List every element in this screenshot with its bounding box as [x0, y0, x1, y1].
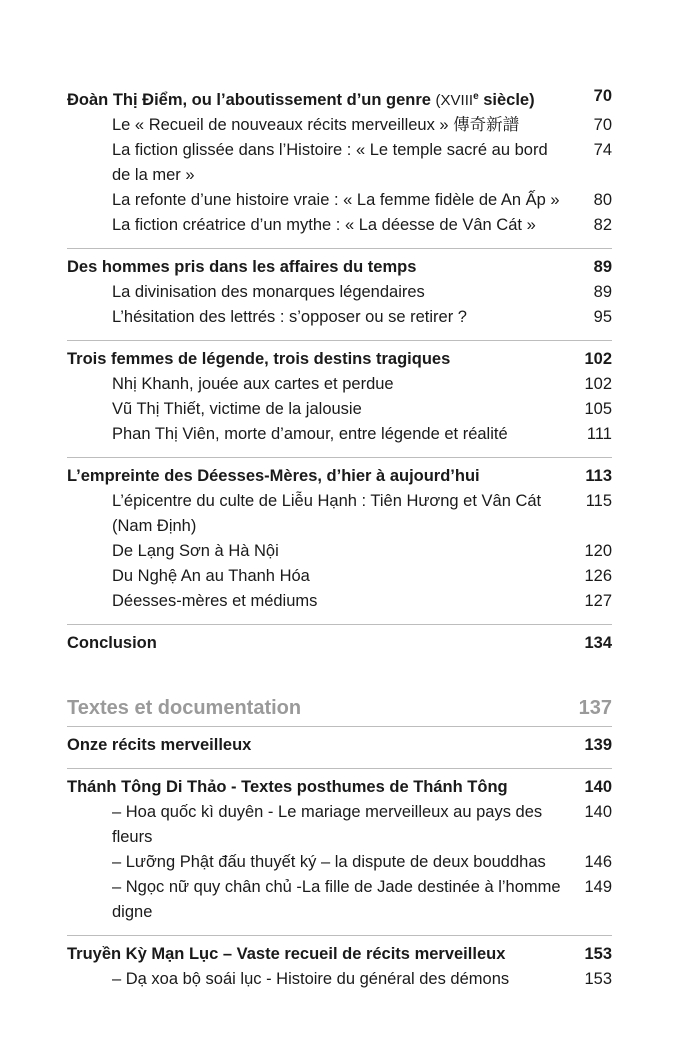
toc-entry[interactable] — [67, 564, 612, 589]
entry-page-number: 146 — [584, 853, 612, 871]
toc-part-heading[interactable] — [67, 694, 612, 727]
toc-entry[interactable] — [67, 188, 612, 213]
toc-entry[interactable] — [67, 280, 612, 305]
chapter-title: Des hommes pris dans les affaires du temps — [67, 258, 417, 276]
chapter-page-number: 113 — [585, 467, 612, 485]
toc-section — [67, 768, 612, 925]
toc-section — [67, 624, 612, 656]
chapter-page-number: 140 — [584, 778, 612, 796]
chapter-page-number: 153 — [584, 945, 612, 963]
entry-page-number: 126 — [584, 567, 612, 585]
entry-page-number: 82 — [593, 216, 612, 234]
toc-entry[interactable] — [67, 539, 612, 564]
toc-entry[interactable] — [67, 305, 612, 330]
entry-title: – Lưỡng Phật đấu thuyết ký – la dispute de deux bouddhas — [112, 853, 546, 871]
entry-page-number: 120 — [584, 542, 612, 560]
entry-title: – Ngọc nữ quy chân chủ -La fille de Jade destinée à l’homme digne — [112, 878, 561, 921]
entry-title: L’épicentre du culte de Liễu Hạnh : Tiên Hương et Vân Cát (Nam Định) — [112, 492, 542, 535]
entry-page-number: 105 — [584, 400, 612, 418]
entry-title: La fiction créatrice d’un mythe : « La déesse de Vân Cát » — [112, 216, 536, 234]
part-title: Textes et documentation — [67, 697, 302, 719]
entry-title: Phan Thị Viên, morte d’amour, entre légende et réalité — [112, 425, 508, 443]
toc-entry[interactable] — [67, 397, 612, 422]
chapter-title: Trois femmes de légende, trois destins tragiques — [67, 350, 451, 368]
toc-section — [67, 340, 612, 447]
entry-page-number: 70 — [593, 116, 612, 134]
toc-section — [67, 457, 612, 614]
entry-page-number: 127 — [584, 592, 612, 610]
toc-entry[interactable] — [67, 489, 612, 539]
entry-page-number: 140 — [584, 803, 612, 821]
toc-section — [67, 84, 612, 238]
entry-page-number: 89 — [593, 283, 612, 301]
chapter-title: Conclusion — [67, 634, 157, 652]
entry-page-number: 95 — [593, 308, 612, 326]
chapter-page-number: 134 — [584, 634, 612, 652]
entry-page-number: 115 — [585, 492, 612, 510]
toc-entry[interactable] — [67, 422, 612, 447]
toc-entry[interactable] — [67, 850, 612, 875]
toc-entry[interactable] — [67, 113, 612, 138]
toc-entry[interactable] — [67, 372, 612, 397]
entry-title: Vũ Thị Thiết, victime de la jalousie — [112, 400, 362, 418]
toc-chapter-heading[interactable] — [67, 733, 612, 758]
toc-entry[interactable] — [67, 875, 612, 925]
toc-chapter-heading[interactable] — [67, 255, 612, 280]
entry-title: La refonte d’une histoire vraie : « La femme fidèle de An Ấp » — [112, 191, 560, 209]
toc-entry[interactable] — [67, 967, 612, 992]
entry-title: De Lạng Sơn à Hà Nội — [112, 542, 279, 560]
toc-section — [67, 248, 612, 330]
entry-page-number: 74 — [593, 141, 612, 159]
entry-page-number: 111 — [586, 425, 612, 443]
entry-title: Déesses-mères et médiums — [112, 592, 318, 610]
entry-title: L’hésitation des lettrés : s’opposer ou se retirer ? — [112, 308, 467, 326]
chapter-title: L’empreinte des Déesses-Mères, d’hier à aujourd’hui — [67, 467, 480, 485]
toc-chapter-heading[interactable] — [67, 84, 612, 113]
entry-title: Le « Recueil de nouveaux récits merveilleux » 傳奇新譜 — [112, 116, 520, 134]
toc-entry[interactable] — [67, 589, 612, 614]
chapter-page-number: 102 — [584, 350, 612, 368]
entry-page-number: 80 — [593, 191, 612, 209]
entry-title: La fiction glissée dans l’Histoire : « Le temple sacré au bord de la mer » — [112, 141, 548, 184]
toc-chapter-heading[interactable] — [67, 942, 612, 967]
toc-section — [67, 935, 612, 992]
toc-chapter-heading[interactable] — [67, 347, 612, 372]
chapter-title: Truyền Kỳ Mạn Lục – Vaste recueil de récits merveilleux — [67, 945, 506, 963]
toc-entry[interactable] — [67, 800, 612, 850]
part-page-number: 137 — [578, 697, 612, 719]
table-of-contents — [67, 84, 612, 992]
toc-section — [67, 733, 612, 758]
toc-chapter-heading[interactable] — [67, 631, 612, 656]
chapter-title: Onze récits merveilleux — [67, 736, 252, 754]
chapter-title: Đoàn Thị Điểm, ou l’aboutissement d’un genre (XVIIIe siècle) — [67, 91, 535, 109]
entry-title: Du Nghệ An au Thanh Hóa — [112, 567, 310, 585]
entry-title: – Dạ xoa bộ soái lục - Histoire du général des démons — [112, 970, 510, 988]
entry-title: La divinisation des monarques légendaires — [112, 283, 425, 301]
toc-entry[interactable] — [67, 138, 612, 188]
toc-chapter-heading[interactable] — [67, 464, 612, 489]
entry-title: Nhị Khanh, jouée aux cartes et perdue — [112, 375, 394, 393]
chapter-page-number: 139 — [584, 736, 612, 754]
chapter-page-number: 89 — [593, 258, 612, 276]
entry-page-number: 153 — [584, 970, 612, 988]
entry-title: – Hoa quốc kì duyên - Le mariage merveilleux au pays des fleurs — [112, 803, 543, 846]
toc-chapter-heading[interactable] — [67, 775, 612, 800]
toc-entry[interactable] — [67, 213, 612, 238]
entry-page-number: 149 — [584, 878, 612, 896]
entry-page-number: 102 — [584, 375, 612, 393]
chapter-title: Thánh Tông Di Thảo - Textes posthumes de Thánh Tông — [67, 778, 508, 796]
chapter-page-number: 70 — [593, 87, 612, 105]
